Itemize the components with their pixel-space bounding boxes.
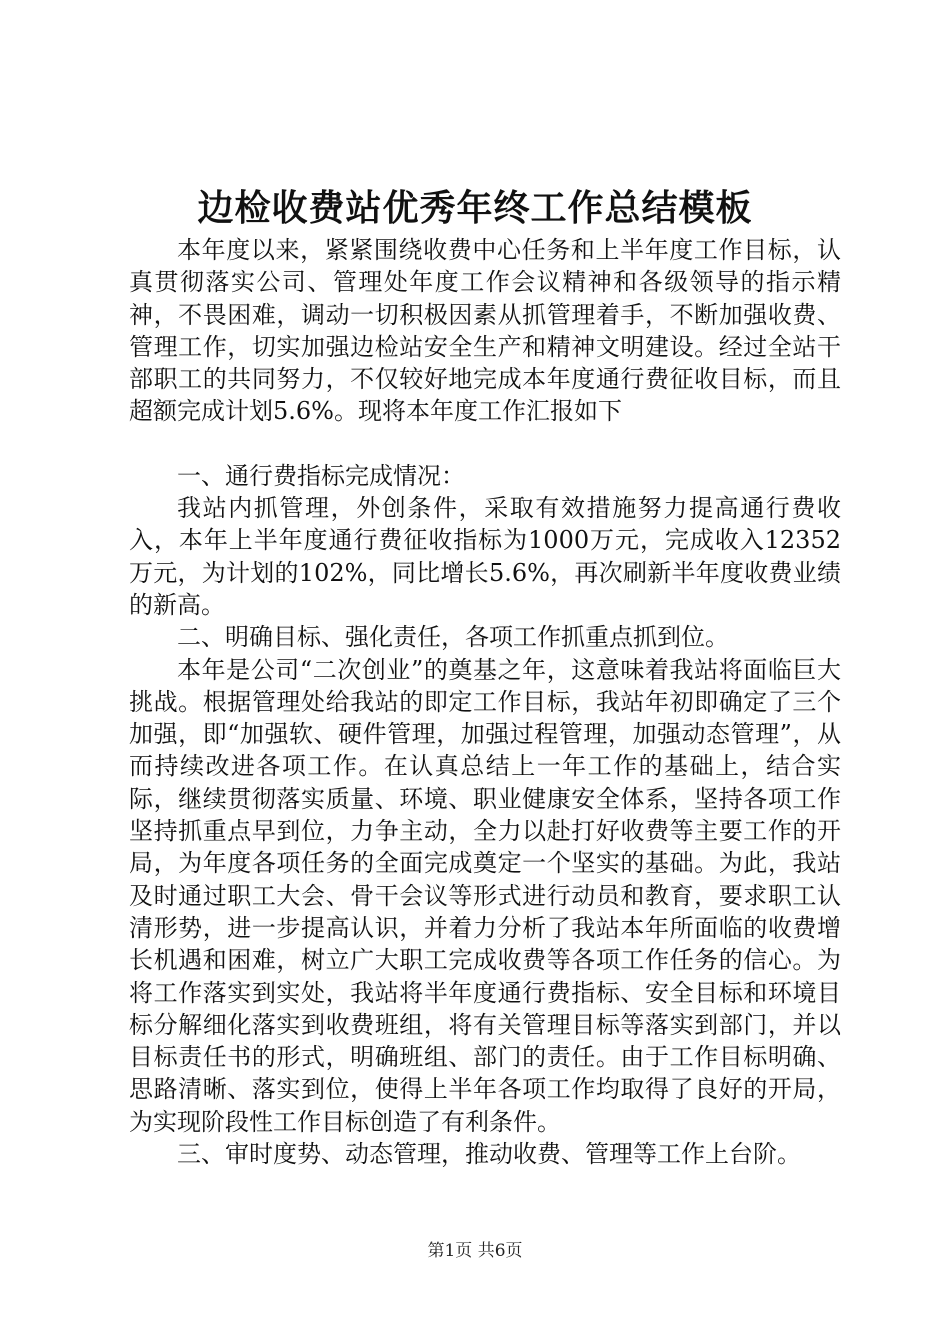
section-heading-3: 三、审时度势、动态管理，推动收费、管理等工作上台阶。 (177, 1140, 801, 1169)
page-footer: 第1页 共6页 (427, 1241, 523, 1261)
paragraph-gap (129, 428, 841, 460)
section-paragraph-1: 我站内抓管理，外创条件，采取有效措施努力提高通行费收入，本年上半年度通行费征收指标为1000万元，完成收入12352万元，为计划的102%，同比增长5.6%，再次刷新半年度收费业绩的新高。 (129, 494, 841, 619)
section-heading-2: 二、明确目标、强化责任，各项工作抓重点抓到位。 (177, 623, 729, 652)
intro-paragraph: 本年度以来，紧紧围绕收费中心任务和上半年度工作目标，认真贯彻落实公司、管理处年度工作会议精神和各级领导的指示精神，不畏困难，调动一切积极因素从抓管理着手，不断加强收费、管理工作，切实加强边检站安全生产和精神文明建设。经过全站干部职工的共同努力，不仅较好地完成本年度通行费征收目标，而且超额完成计划5.6%。现将本年度工作汇报如下 (129, 236, 841, 426)
section-heading-1: 一、通行费指标完成情况： (177, 461, 465, 490)
document-body (129, 234, 841, 1170)
document-title: 边检收费站优秀年终工作总结模板 (197, 187, 753, 229)
section-paragraph-2: 本年是公司“二次创业”的奠基之年，这意味着我站将面临巨大挑战。根据管理处给我站的即定工作目标，我站年初即确定了三个加强，即“加强软、硬件管理，加强过程管理，加强动态管理”，从而持续改进各项工作。在认真总结上一年工作的基础上，结合实际，继续贯彻落实质量、环境、职业健康安全体系，坚持各项工作坚持抓重点早到位，力争主动，全力以赴打好收费等主要工作的开局，为年度各项任务的全面完成奠定一个坚实的基础。为此，我站及时通过职工大会、骨干会议等形式进行动员和教育，要求职工认清形势，进一步提高认识，并着力分析了我站本年所面临的收费增长机遇和困难，树立广大职工完成收费等各项工作任务的信心。为将工作落实到实处，我站将半年度通行费指标、安全目标和环境目标分解细化落实到收费班组，将有关管理目标等落实到部门，并以目标责任书的形式，明确班组、部门的责任。由于工作目标明确、思路清晰、落实到位，使得上半年各项工作均取得了良好的开局，为实现阶段性工作目标创造了有利条件。 (129, 655, 841, 1136)
